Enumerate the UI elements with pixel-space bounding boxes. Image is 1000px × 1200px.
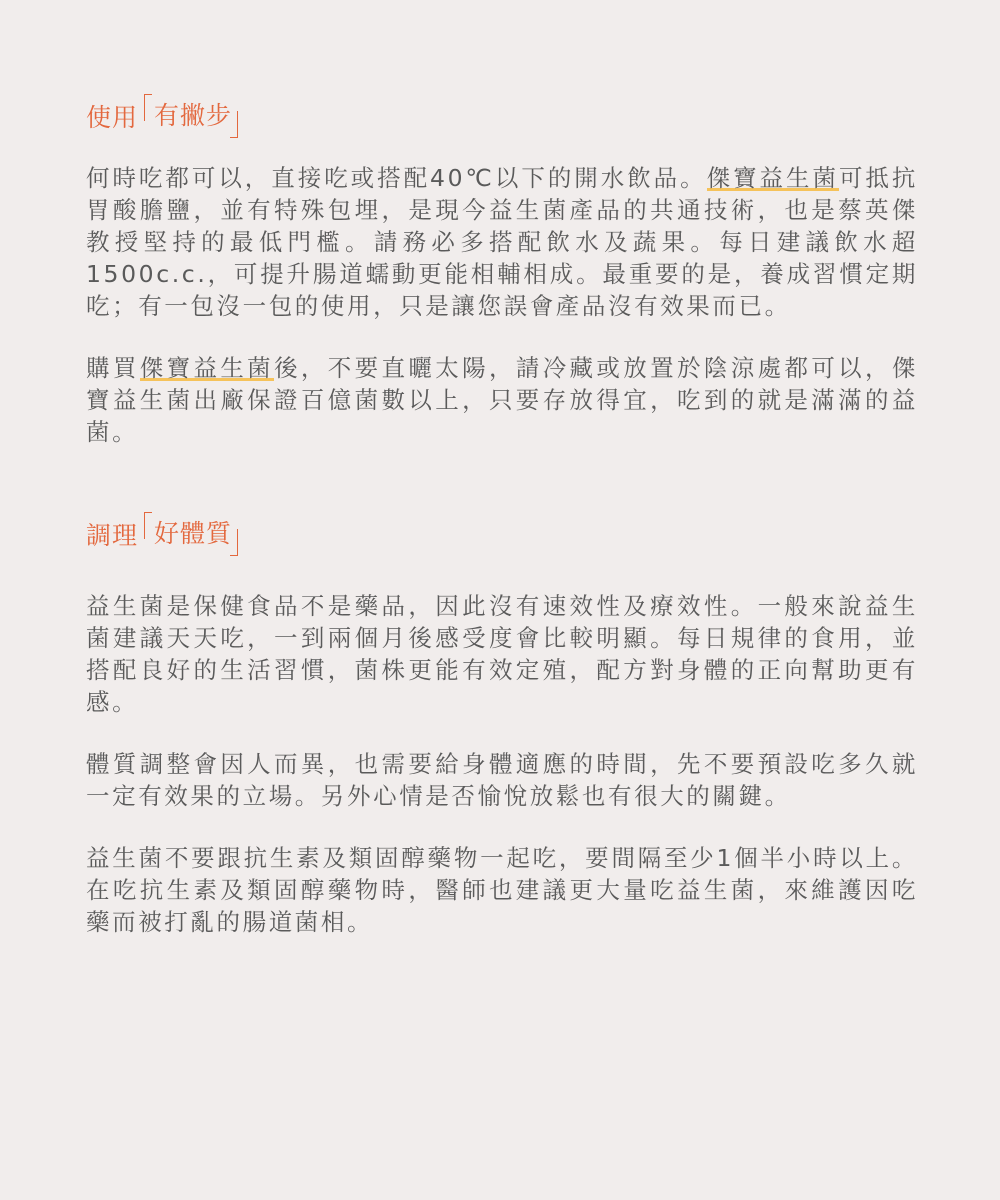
product-name-highlight: 傑寶益生菌 xyxy=(706,164,839,192)
paragraph-text: 購買 xyxy=(86,354,140,382)
section-title-conditioning xyxy=(86,508,1000,560)
bracket-close-mark xyxy=(230,529,238,556)
section-title-bracket-text: 有撇步 xyxy=(154,101,233,130)
paragraph-text: 何時吃都可以，直接吃或搭配40℃以下的開水飲品。 xyxy=(86,164,707,192)
paragraph-text: 體質調整會因人而異，也需要給身體適應的時間，先不要預設吃多久就一定有效果的立場。另外心情是否愉悅放鬆也有很大的關鍵。 xyxy=(86,750,918,810)
paragraph-conditioning-antibiotics xyxy=(86,842,918,938)
paragraph-text: 可抵抗胃酸膽鹽，並有特殊包埋，是現今益生菌產品的共通技術，也是蔡英傑教授堅持的最低門檻。請務必多搭配飲水及蔬果。每日建議飲水超1500c.c.，可提升腸道蠕動更能相輔相成。最重要的是，養成習慣定期吃；有一包沒一包的使用，只是讓您誤會產品沒有效果而已。 xyxy=(86,164,919,320)
bracket-open-mark xyxy=(144,94,152,121)
product-name-highlight: 傑寶益生菌 xyxy=(139,354,275,382)
paragraph-usage-timing xyxy=(86,162,918,322)
bracket-close-mark xyxy=(230,111,238,138)
paragraph-conditioning-daily xyxy=(86,590,918,718)
section-title-bracket xyxy=(144,94,238,138)
section-title-bracket-text: 好體質 xyxy=(154,519,233,548)
section-title-usage xyxy=(86,90,1000,142)
section-title-prefix: 使用 xyxy=(86,103,139,132)
paragraph-text: 益生菌是保健食品不是藥品，因此沒有速效性及療效性。一般來說益生菌建議天天吃，一到兩個月後感受度會比較明顯。每日規律的食用，並搭配良好的生活習慣，菌株更能有效定殖，配方對身體的正向幫助更有感。 xyxy=(86,592,918,716)
section-title-bracket xyxy=(144,512,238,556)
section-title-prefix: 調理 xyxy=(86,521,139,550)
bracket-open-mark xyxy=(144,512,152,539)
paragraph-usage-storage xyxy=(86,352,918,448)
paragraph-conditioning-adapt xyxy=(86,748,918,812)
paragraph-text: 益生菌不要跟抗生素及類固醇藥物一起吃，要間隔至少1個半小時以上。在吃抗生素及類固醇藥物時，醫師也建議更大量吃益生菌，來維護因吃藥而被打亂的腸道菌相。 xyxy=(86,844,918,936)
paragraph-text: 後，不要直曬太陽，請冷藏或放置於陰涼處都可以，傑寶益生菌出廠保證百億菌數以上，只要存放得宜，吃到的就是滿滿的益菌。 xyxy=(86,354,919,446)
